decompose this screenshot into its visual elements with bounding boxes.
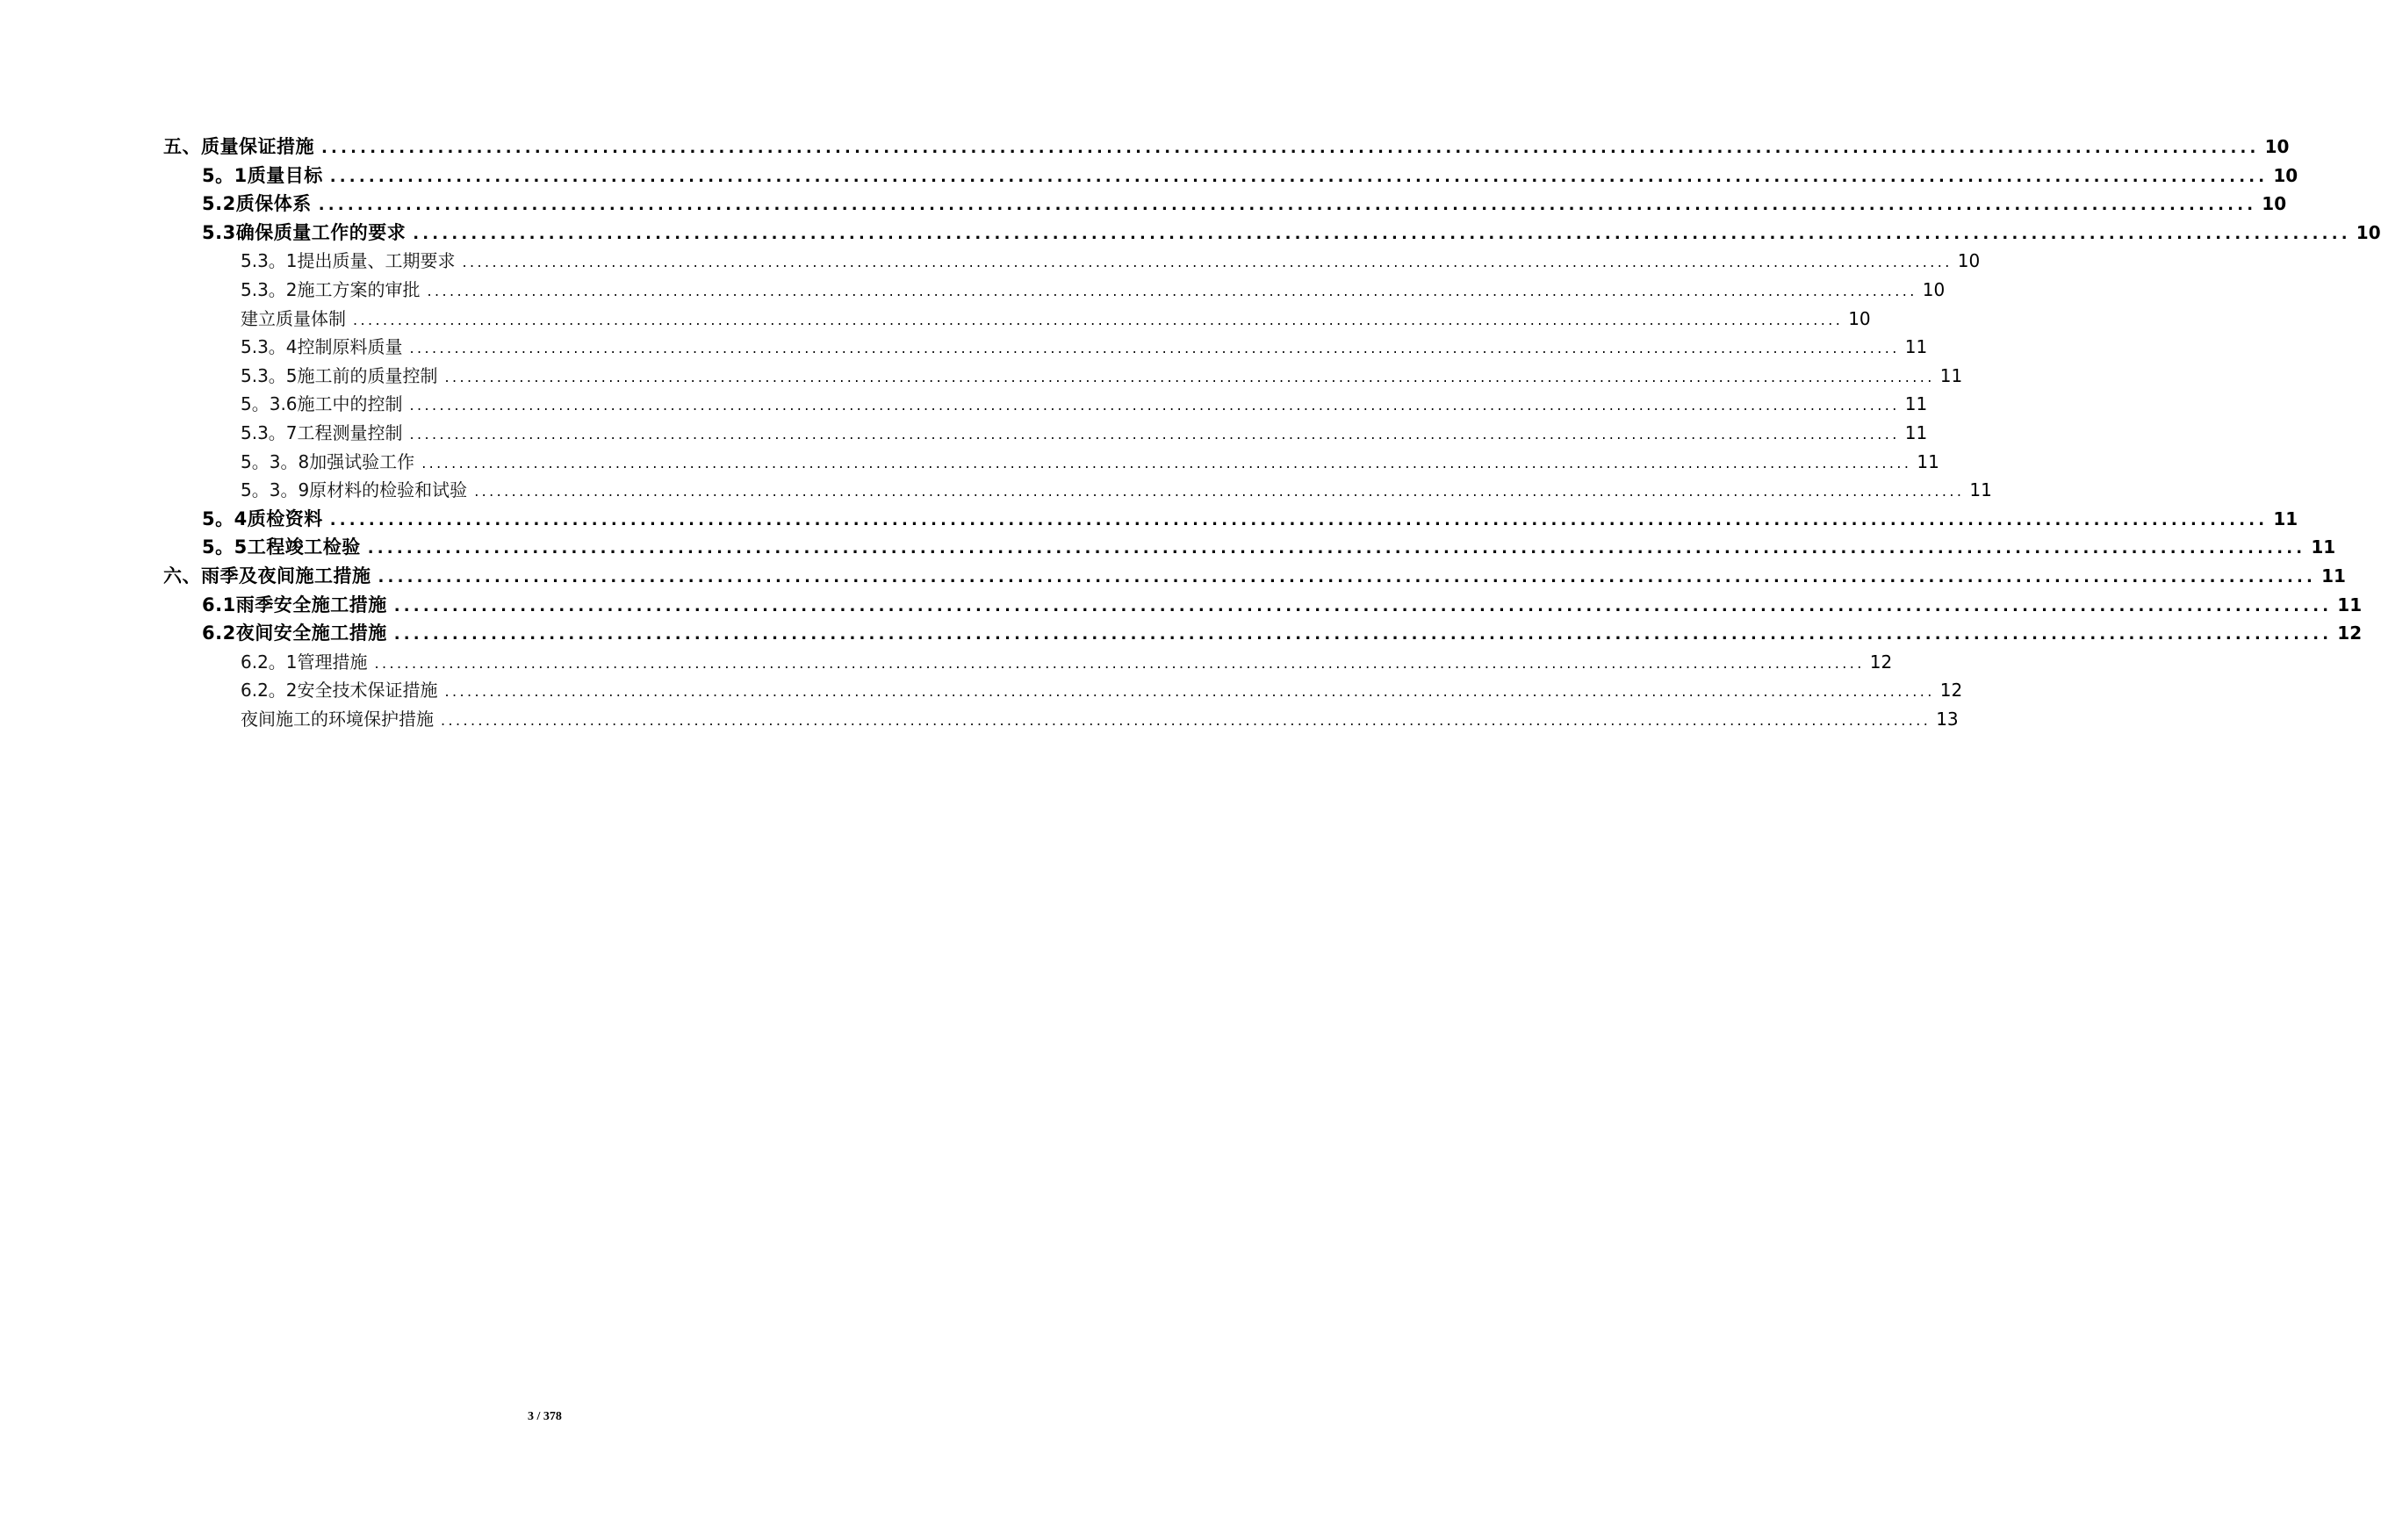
toc-dot-leader: ........................................................................................................................................................................................................ (321, 139, 2260, 157)
toc-dot-leader: ........................................................................................................................................................................................................ (378, 567, 2317, 586)
toc-entry[interactable] (163, 305, 1871, 334)
toc-dot-leader: ........................................................................................................................................................................................................ (441, 711, 1931, 729)
toc-entry-title: 建立质量体制 (241, 307, 346, 329)
toc-entry-page: 11 (1969, 479, 1992, 501)
toc-entry-title: 6.2夜间安全施工措施 (202, 622, 387, 644)
toc-dot-leader: ........................................................................................................................................................................................................ (413, 224, 2351, 243)
toc-entry-page: 12 (1939, 680, 1963, 702)
toc-entry[interactable] (163, 476, 1992, 505)
toc-entry-page: 11 (1904, 336, 1928, 358)
toc-entry-page: 10 (1922, 278, 1946, 300)
toc-entry-page: 10 (1957, 250, 1981, 272)
toc-entry-title: 夜间施工的环境保护措施 (241, 708, 434, 730)
toc-entry-title: 5.3。5施工前的质量控制 (241, 364, 438, 386)
toc-entry-title: 6.2。2安全技术保证措施 (241, 680, 438, 702)
toc-entry-title: 5.2质保体系 (202, 193, 312, 215)
toc-dot-leader: ........................................................................................................................................................................................................ (409, 425, 1900, 443)
toc-entry[interactable] (163, 390, 1928, 419)
toc-dot-leader: ........................................................................................................................................................................................................ (318, 196, 2257, 215)
toc-entry-page: 13 (1936, 708, 1959, 730)
toc-dot-leader: ........................................................................................................................................................................................................ (427, 282, 1917, 299)
toc-entry[interactable] (163, 133, 2290, 162)
toc-entry-page: 10 (2262, 193, 2287, 215)
toc-entry[interactable] (163, 619, 2363, 648)
toc-dot-leader: ........................................................................................................................................................................................................ (421, 454, 1912, 471)
toc-dot-leader: ........................................................................................................................................................................................................ (393, 625, 2333, 644)
toc-dot-leader: ........................................................................................................................................................................................................ (444, 368, 1935, 385)
toc-entry-title: 5。5工程竣工检验 (202, 536, 361, 558)
toc-entry[interactable] (163, 247, 1981, 276)
toc-entry-title: 5.3。1提出质量、工期要求 (241, 250, 456, 272)
toc-entry[interactable] (163, 333, 1928, 362)
toc-entry[interactable] (163, 648, 1893, 677)
toc-entry-title: 5。3。9原材料的检验和试验 (241, 479, 468, 501)
toc-entry-page: 11 (2337, 594, 2363, 615)
toc-entry-page: 11 (1904, 393, 1928, 415)
toc-entry-page: 11 (2273, 507, 2298, 529)
toc-entry-title: 5。1质量目标 (202, 164, 323, 186)
toc-entry-title: 六、雨季及夜间施工措施 (163, 565, 371, 586)
toc-entry[interactable] (163, 505, 2298, 534)
toc-dot-leader: ........................................................................................................................................................................................................ (353, 311, 1844, 328)
toc-entry[interactable] (163, 362, 1963, 391)
toc-entry[interactable] (163, 448, 1939, 477)
toc-entry-page: 11 (1939, 364, 1963, 386)
toc-dot-leader: ........................................................................................................................................................................................................ (462, 254, 1953, 271)
toc-entry-page: 10 (1848, 307, 1871, 329)
toc-entry-page: 11 (2321, 565, 2346, 586)
toc-entry[interactable] (163, 591, 2363, 620)
toc-entry-page: 11 (1904, 421, 1928, 443)
toc-entry[interactable] (163, 162, 2298, 191)
toc-dot-leader: ........................................................................................................................................................................................................ (367, 539, 2306, 558)
toc-entry-title: 5.3。7工程测量控制 (241, 421, 403, 443)
toc-entry-page: 11 (2311, 536, 2336, 558)
toc-entry[interactable] (163, 676, 1963, 705)
toc-entry-page: 10 (2273, 164, 2298, 186)
table-of-contents (163, 133, 2381, 733)
toc-entry-page: 11 (1917, 450, 1939, 472)
toc-entry-title: 5。3。8加强试验工作 (241, 450, 415, 472)
toc-entry[interactable] (163, 276, 1946, 305)
toc-entry[interactable] (163, 219, 2381, 248)
toc-dot-leader: ........................................................................................................................................................................................................ (409, 340, 1900, 357)
toc-entry[interactable] (163, 533, 2336, 562)
toc-entry[interactable] (163, 562, 2346, 591)
toc-entry-title: 5.3。2施工方案的审批 (241, 278, 421, 300)
toc-entry-title: 5.3确保质量工作的要求 (202, 221, 406, 243)
page-number-footer: 3 / 378 (528, 1410, 562, 1423)
toc-entry-title: 6.1雨季安全施工措施 (202, 594, 387, 615)
toc-dot-leader: ........................................................................................................................................................................................................ (474, 483, 1965, 500)
toc-entry[interactable] (163, 705, 1959, 734)
toc-dot-leader: ........................................................................................................................................................................................................ (393, 596, 2333, 615)
toc-entry-title: 5。4质检资料 (202, 507, 323, 529)
toc-dot-leader: ........................................................................................................................................................................................................ (329, 167, 2269, 186)
toc-entry-page: 10 (2356, 221, 2381, 243)
toc-entry[interactable] (163, 190, 2287, 219)
toc-entry-page: 12 (2337, 622, 2363, 644)
toc-dot-leader: ........................................................................................................................................................................................................ (444, 683, 1935, 701)
toc-dot-leader: ........................................................................................................................................................................................................ (409, 397, 1900, 414)
toc-entry-title: 5。3.6施工中的控制 (241, 393, 403, 415)
toc-entry-title: 五、质量保证措施 (163, 136, 314, 157)
toc-dot-leader: ........................................................................................................................................................................................................ (374, 654, 1865, 672)
toc-dot-leader: ........................................................................................................................................................................................................ (329, 510, 2269, 529)
toc-entry-page: 12 (1869, 651, 1893, 673)
toc-entry[interactable] (163, 419, 1928, 448)
toc-entry-title: 6.2。1管理措施 (241, 651, 368, 673)
toc-entry-page: 10 (2264, 136, 2290, 157)
toc-entry-title: 5.3。4控制原料质量 (241, 336, 403, 358)
